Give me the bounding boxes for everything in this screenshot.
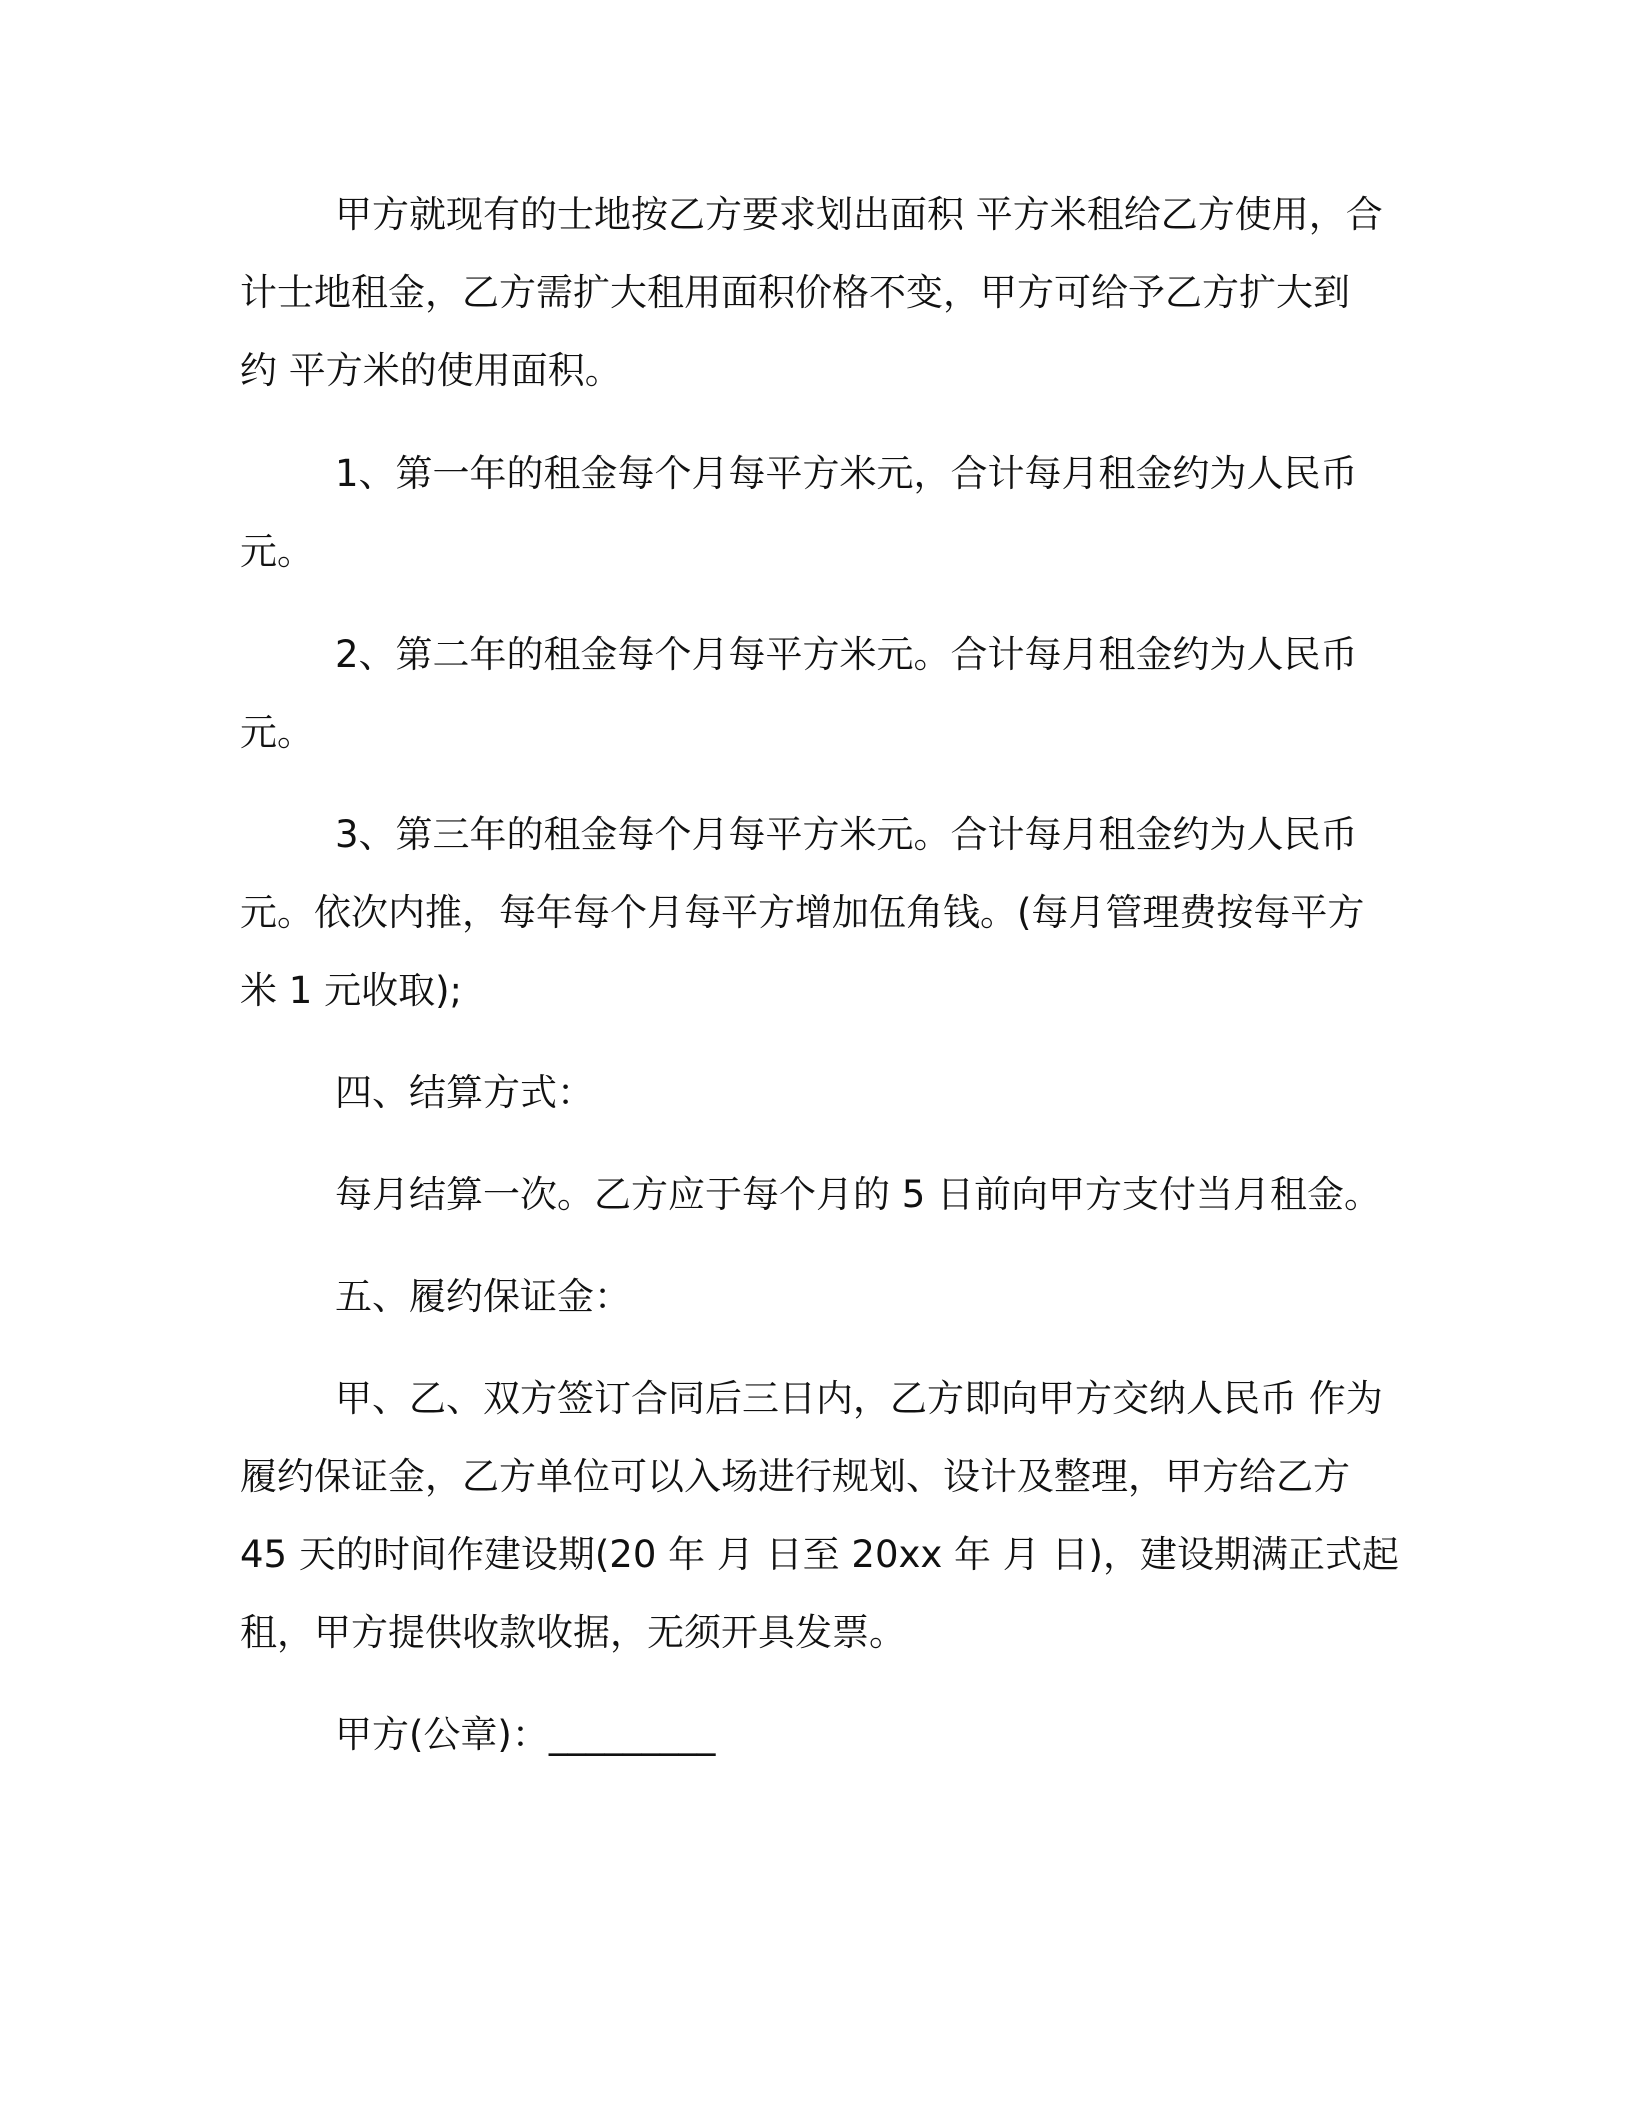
text-line: 每月结算一次。乙方应于每个月的 5 日前向甲方支付当月租金。: [335, 1173, 1382, 1216]
section-heading-deposit: [240, 1258, 1390, 1336]
text-line: 元。: [240, 711, 314, 754]
text-line: 米 1 元收取);: [240, 969, 462, 1012]
text-line: 甲方就现有的士地按乙方要求划出面积 平方米租给乙方使用，合: [335, 193, 1383, 236]
section-heading: 五、履约保证金：: [335, 1275, 631, 1318]
text-line: 元。: [240, 530, 314, 573]
paragraph-rent-year-2: [240, 616, 1390, 772]
text-line: 计士地租金，乙方需扩大租用面积价格不变，甲方可给予乙方扩大到: [240, 271, 1350, 314]
signature-label: 甲方(公章)：_________: [335, 1713, 716, 1756]
paragraph-settlement-terms: [240, 1156, 1390, 1234]
paragraph-rent-year-3: [240, 796, 1390, 1030]
paragraph-rent-year-1: [240, 435, 1390, 591]
text-line: 3、第三年的租金每个月每平方米元。合计每月租金约为人民币: [335, 813, 1358, 856]
text-line: 租，甲方提供收款收据，无须开具发票。: [240, 1611, 906, 1654]
text-line: 2、第二年的租金每个月每平方米元。合计每月租金约为人民币: [335, 633, 1358, 676]
signature-line-party-a: [240, 1696, 1390, 1774]
text-line: 履约保证金，乙方单位可以入场进行规划、设计及整理，甲方给乙方: [240, 1455, 1350, 1498]
paragraph-land-lease-area: [240, 176, 1390, 410]
section-heading-settlement: [240, 1054, 1390, 1132]
text-line: 1、第一年的租金每个月每平方米元，合计每月租金约为人民币: [335, 452, 1358, 495]
section-heading: 四、结算方式：: [335, 1071, 594, 1114]
text-line: 45 天的时间作建设期(20 年 月 日至 20xx 年 月 日)，建设期满正式起: [240, 1533, 1399, 1576]
text-line: 甲、乙、双方签订合同后三日内，乙方即向甲方交纳人民币 作为: [335, 1377, 1383, 1420]
text-line: 元。依次内推，每年每个月每平方增加伍角钱。(每月管理费按每平方: [240, 891, 1365, 934]
paragraph-deposit-terms: [240, 1360, 1399, 1672]
text-line: 约 平方米的使用面积。: [240, 349, 622, 392]
